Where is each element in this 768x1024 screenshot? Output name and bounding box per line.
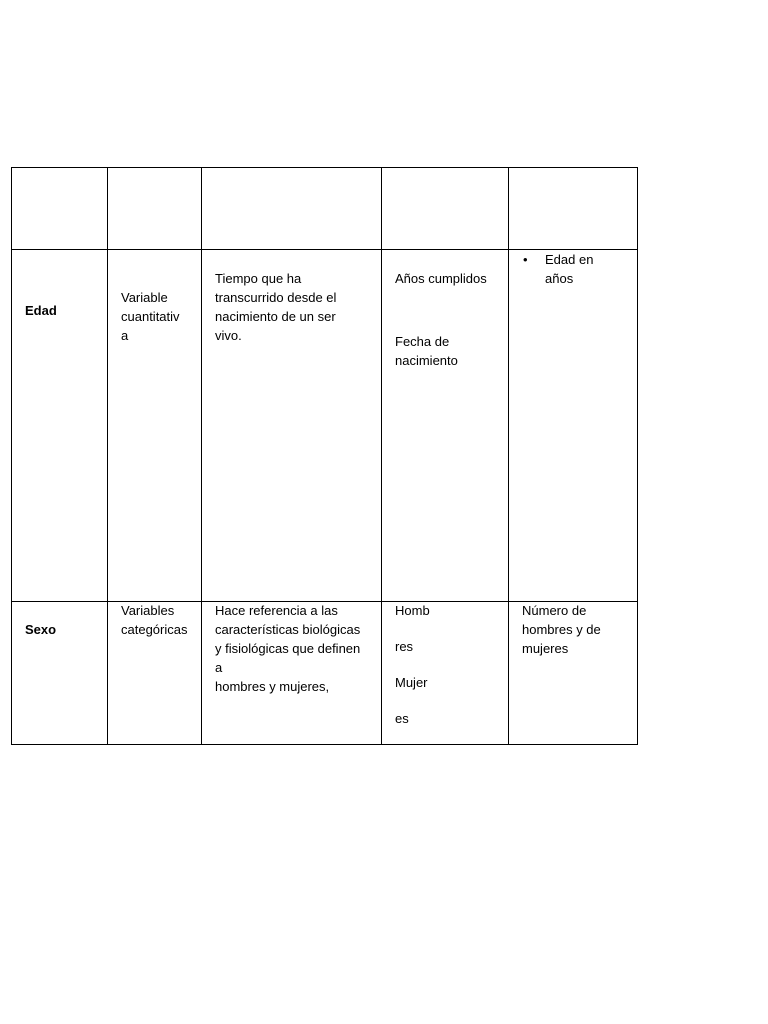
definition-line: Tiempo que ha <box>215 271 302 286</box>
definition-line: características biológicas <box>215 622 361 637</box>
indicator-cell <box>382 602 509 745</box>
indicator-text: Homb <box>395 603 430 618</box>
type-line: Variables <box>121 603 175 618</box>
type-line: categóricas <box>121 622 188 637</box>
definition-line: vivo. <box>215 328 242 343</box>
bullet-icon: • <box>523 252 528 267</box>
indicator-text: es <box>395 711 409 726</box>
variable-name: Sexo <box>25 622 57 637</box>
table-row-header <box>12 168 638 250</box>
definition-line: Hace referencia a las <box>215 603 338 618</box>
measure-line: mujeres <box>522 641 569 656</box>
header-cell <box>509 168 638 250</box>
definition-line: a <box>215 660 223 675</box>
measure-line: Edad en <box>545 252 594 267</box>
definition-line: nacimiento de un ser <box>215 309 336 324</box>
indicator-text: Mujer <box>395 675 428 690</box>
type-line: cuantitativ <box>121 309 180 324</box>
variables-table <box>11 167 638 745</box>
definition-cell <box>202 250 382 602</box>
table-row-edad <box>12 250 638 602</box>
indicator-text: nacimiento <box>395 353 458 368</box>
measure-cell <box>509 602 638 745</box>
indicator-text: res <box>395 639 414 654</box>
header-cell <box>12 168 108 250</box>
variable-type-cell <box>108 602 202 745</box>
header-cell <box>108 168 202 250</box>
definition-line: transcurrido desde el <box>215 290 337 305</box>
header-cell <box>202 168 382 250</box>
table-row-sexo <box>12 602 638 745</box>
indicator-text: Fecha de <box>395 334 450 349</box>
measure-line: años <box>545 271 574 286</box>
indicator-text: Años cumplidos <box>395 271 487 286</box>
type-line: Variable <box>121 290 168 305</box>
indicator-cell <box>382 250 509 602</box>
definition-line: hombres y mujeres, <box>215 679 330 694</box>
variable-name-cell <box>12 602 108 745</box>
measure-line: Número de <box>522 603 587 618</box>
measure-line: hombres y de <box>522 622 601 637</box>
variable-type-cell <box>108 250 202 602</box>
definition-line: y fisiológicas que definen <box>215 641 361 656</box>
definition-cell <box>202 602 382 745</box>
type-line: a <box>121 328 129 343</box>
variable-name-cell <box>12 250 108 602</box>
variable-name: Edad <box>25 303 57 318</box>
header-cell <box>382 168 509 250</box>
measure-cell <box>509 250 638 602</box>
